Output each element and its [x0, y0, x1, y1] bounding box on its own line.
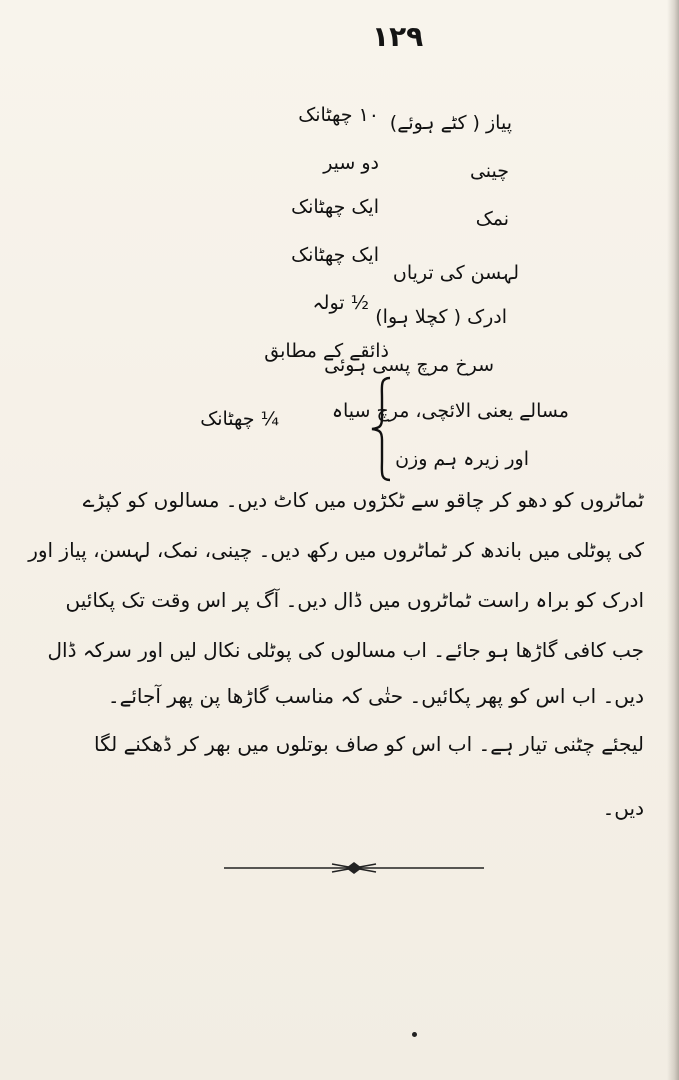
ingredient-quantity: ایک چھٹانک [291, 196, 379, 218]
ingredient-name: ادرک ( کچلا ہوا) [375, 306, 507, 328]
ink-dot [412, 1032, 417, 1037]
page-number: ۱۲۹ [372, 20, 424, 53]
ingredient-name: پیاز ( کٹے ہوئے) [389, 112, 512, 134]
ingredient-name: چینی [469, 160, 509, 182]
ornamental-divider [222, 860, 486, 876]
paragraph-line: لیجئے چٹنی تیار ہے۔ اب اس کو صاف بوتلوں میں بھر کر ڈھکنے لگا [93, 732, 644, 756]
ingredient-quantity: ½ تولہ [312, 292, 369, 314]
page-edge-shadow [667, 0, 679, 1080]
ingredient-name: سرخ مرچ پسی ہوئی [324, 354, 494, 376]
paragraph-line: دیں۔ [602, 796, 644, 820]
ingredient-name: لہسن کی تریاں [392, 262, 519, 284]
paragraph-line: ادرک کو براہ راست ٹماٹروں میں ڈال دیں۔ آگ پر اس وقت تک پکائیں [65, 588, 644, 612]
paragraph-line: ٹماٹروں کو دھو کر چاقو سے ٹکڑوں میں کاٹ دیں۔ مسالوں کو کپڑے [82, 488, 644, 512]
ingredient-quantity: ذائقے کے مطابق [264, 340, 389, 362]
paragraph-line: کی پوٹلی میں باندھ کر ٹماٹروں میں رکھ دیں۔ چینی، نمک، لہسن، پیاز اور [28, 538, 644, 562]
paragraph-line: جب کافی گاڑھا ہو جائے۔ اب مسالوں کی پوٹلی نکال لیں اور سرکہ ڈال [47, 638, 644, 662]
spices-line: مسالے یعنی الائچی، مرچ سیاہ [331, 400, 569, 422]
curly-brace [368, 376, 394, 482]
ingredient-quantity: ۱۰ چھٹانک [298, 104, 379, 126]
paragraph-line: دیں۔ اب اس کو پھر پکائیں۔ حتٰی کہ مناسب گاڑھا پن پھر آجائے۔ [107, 684, 644, 708]
spices-line: اور زیرہ ہم وزن [395, 448, 529, 470]
spices-quantity: ¼ چھٹانک [200, 408, 279, 430]
ingredient-name: نمک [475, 208, 509, 230]
ingredient-quantity: دو سیر [323, 152, 379, 174]
ingredient-quantity: ایک چھٹانک [291, 244, 379, 266]
